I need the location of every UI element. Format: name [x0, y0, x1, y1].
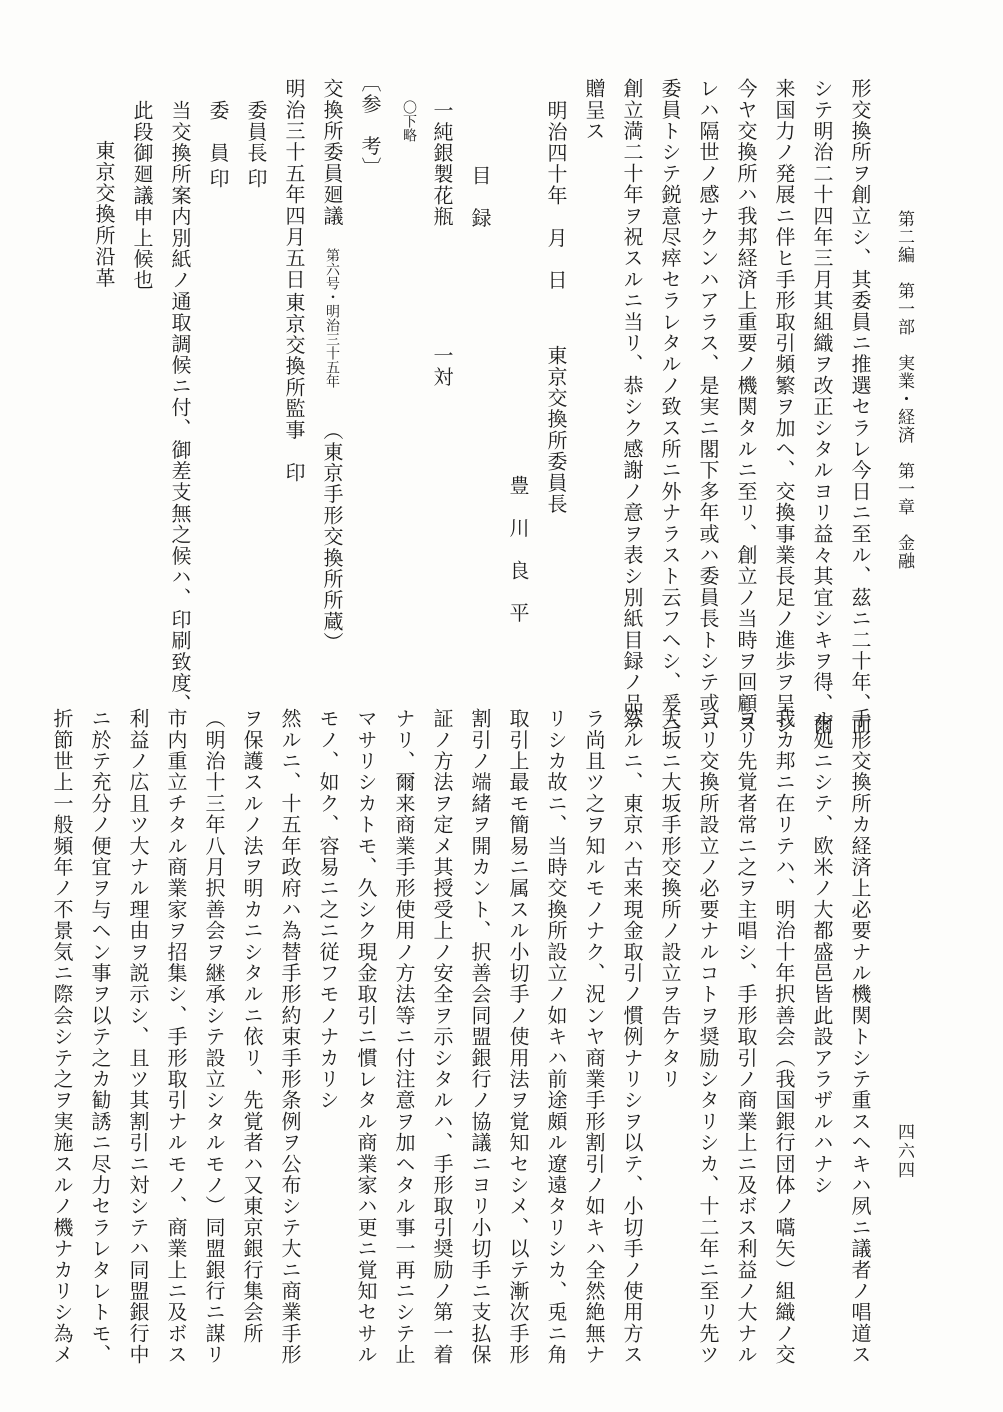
document-title: 交換所委員廻議 — [320, 78, 344, 227]
lower-line-19: 市内重立チタル商業家ヲ招集シ、手形取引ナルモノ、商業上ニ及ボス — [164, 708, 188, 1366]
mokuroku-heading: 目 録 — [468, 165, 492, 229]
document-auditor: 東京交換所監事 — [282, 292, 306, 441]
upper-line-5: レハ隔世ノ感ナクンハアラス、是実ニ閣下多年或ハ委員長トシテ或ハ — [696, 78, 720, 736]
signature-name: 豊 川 良 平 — [506, 475, 530, 624]
lower-line-4: ヨリ先覚者常ニ之ヲ主唱シ、手形取引ノ商業上ニ及ボス利益ノ大ナル — [734, 708, 758, 1366]
lower-line-8: ラ尚且ツ之ヲ知ルモノナク、況ンヤ商業手形割引ノ如キハ全然絶無ナ — [582, 708, 606, 1366]
member-seal: 印 — [206, 168, 230, 190]
upper-line-1: 形交換所ヲ創立シ、其委員ニ推選セラレ今日ニ至ル、茲ニ二十年、而 — [848, 78, 872, 736]
upper-line-2: シテ明治二十四年三月其組織ヲ改正シタルヨリ益々其宜シキヲ得、爾 — [810, 78, 834, 736]
lower-line-16: 然ルニ、十五年政府ハ為替手形約束手形条例ヲ公布シテ大ニ商業手形 — [278, 708, 302, 1366]
lower-line-15: モノ、如ク、容易ニ之ニ従フモノナカリシ — [316, 708, 340, 1111]
lower-line-20: 利益ノ広且ツ大ナル理由ヲ説示シ、且ツ其割引ニ対シテハ同盟銀行中 — [126, 708, 150, 1366]
reference-heading: 〔参 考〕 — [358, 72, 382, 178]
lower-line-18: （明治十三年八月択善会ヲ継承シテ設立シタルモノ）同盟銀行ニ謀リ — [202, 708, 226, 1366]
lower-line-10: 取引上最モ簡易ニ属スル小切手ノ使用法ヲ覚知セシメ、以テ漸次手形 — [506, 708, 530, 1366]
lower-line-3: 我カ邦ニ在リテハ、明治十年択善会（我国銀行団体ノ嚆矢）組織ノ交 — [772, 708, 796, 1366]
auditor-seal: 印 — [282, 462, 306, 484]
lower-line-13: ナリ、爾来商業手形使用ノ方法等ニ付注意ヲ加ヘタル事一再ニシテ止 — [392, 708, 416, 1366]
lower-line-22: 折節世上一般頻年ノ不景気ニ際会シテ之ヲ実施スルノ機ナカリシ為メ — [50, 708, 74, 1366]
upper-line-7: 創立満二十年ヲ祝スルニ当リ、恭シク感謝ノ意ヲ表シ別紙目録ノ品ヲ — [620, 78, 644, 736]
body-line-2: 此段御廻議申上候也 — [130, 100, 154, 291]
item-quantity: 一対 — [430, 345, 454, 388]
chair-label: 委員長 — [244, 100, 268, 164]
item-name: 一純銀製花瓶 — [430, 100, 454, 228]
document-date: 明治三十五年四月五日 — [282, 78, 306, 290]
signature-organization: 東京交換所委員長 — [544, 345, 568, 515]
lower-line-5: ヨリ交換所設立ノ必要ナルコトヲ奨励シタリシカ、十二年ニ至リ先ツ — [696, 708, 720, 1366]
page-number: 四六四 — [894, 1123, 914, 1180]
document-source: （東京手形交換所所蔵） — [320, 420, 344, 654]
body-line-1: 当交換所案内別紙ノ通取調候ニ付、御差支無之候ハ、印刷致度、 — [168, 100, 192, 715]
lower-line-17: ヲ保護スルノ法ヲ明カニシタルニ依リ、先覚者ハ又東京銀行集会所 — [240, 708, 264, 1344]
upper-line-3: 来国力ノ発展ニ伴ヒ手形取引頻繁ヲ加ヘ、交換事業長足ノ進歩ヲ呈シ — [772, 78, 796, 736]
omitted-note: 〇下略 — [401, 100, 417, 142]
lower-line-6: 大坂ニ大坂手形交換所ノ設立ヲ告ケタリ — [658, 708, 682, 1090]
upper-line-4: 今ヤ交換所ハ我邦経済上重要ノ機関タルニ至リ、創立ノ当時ヲ回顧ス — [734, 78, 758, 736]
history-title: 東京交換所沿革 — [92, 140, 116, 289]
upper-line-8: 贈呈ス — [582, 78, 606, 142]
lower-line-21: ニ於テ充分ノ便宜ヲ与ヘン事ヲ以テ之カ勧誘ニ尽力セラレタレトモ、 — [88, 708, 112, 1366]
upper-line-6: 委員トシテ鋭意尽瘁セラレタルノ致ス所ニ外ナラスト云フヘシ、爰ニ — [658, 78, 682, 736]
lower-line-9: リシカ故ニ、当時交換所設立ノ如キハ前途頗ル遼遠タリシカ、兎ニ角 — [544, 708, 568, 1366]
lower-line-12: 証ノ方法ヲ定メ其授受上ノ安全ヲ示シタルハ、手形取引奨励ノ第一着 — [430, 708, 454, 1366]
document-reference: 第六号・明治三十五年 — [324, 248, 340, 388]
running-header: 第二編 第一部 実業・経済 第一章 金融 — [894, 210, 914, 570]
lower-line-14: マサリシカトモ、久シク現金取引ニ慣レタル商業家ハ更ニ覚知セサル — [354, 708, 378, 1366]
lower-line-7: 然ルニ、東京ハ古来現金取引ノ慣例ナリシヲ以テ、小切手ノ使用方ス — [620, 708, 644, 1366]
lower-line-1: 手形交換所カ経済上必要ナル機関トシテ重スヘキハ夙ニ議者ノ唱道ス — [848, 708, 872, 1366]
signature-date: 明治四十年 月 日 — [544, 100, 568, 291]
member-label: 委 員 — [206, 100, 230, 164]
lower-line-2: ル処ニシテ、欧米ノ大都盛邑皆此設アラザルハナシ — [810, 708, 834, 1196]
chair-seal: 印 — [244, 168, 268, 190]
lower-line-11: 割引ノ端緒ヲ開カント、択善会同盟銀行ノ協議ニヨリ小切手ニ支払保 — [468, 708, 492, 1366]
